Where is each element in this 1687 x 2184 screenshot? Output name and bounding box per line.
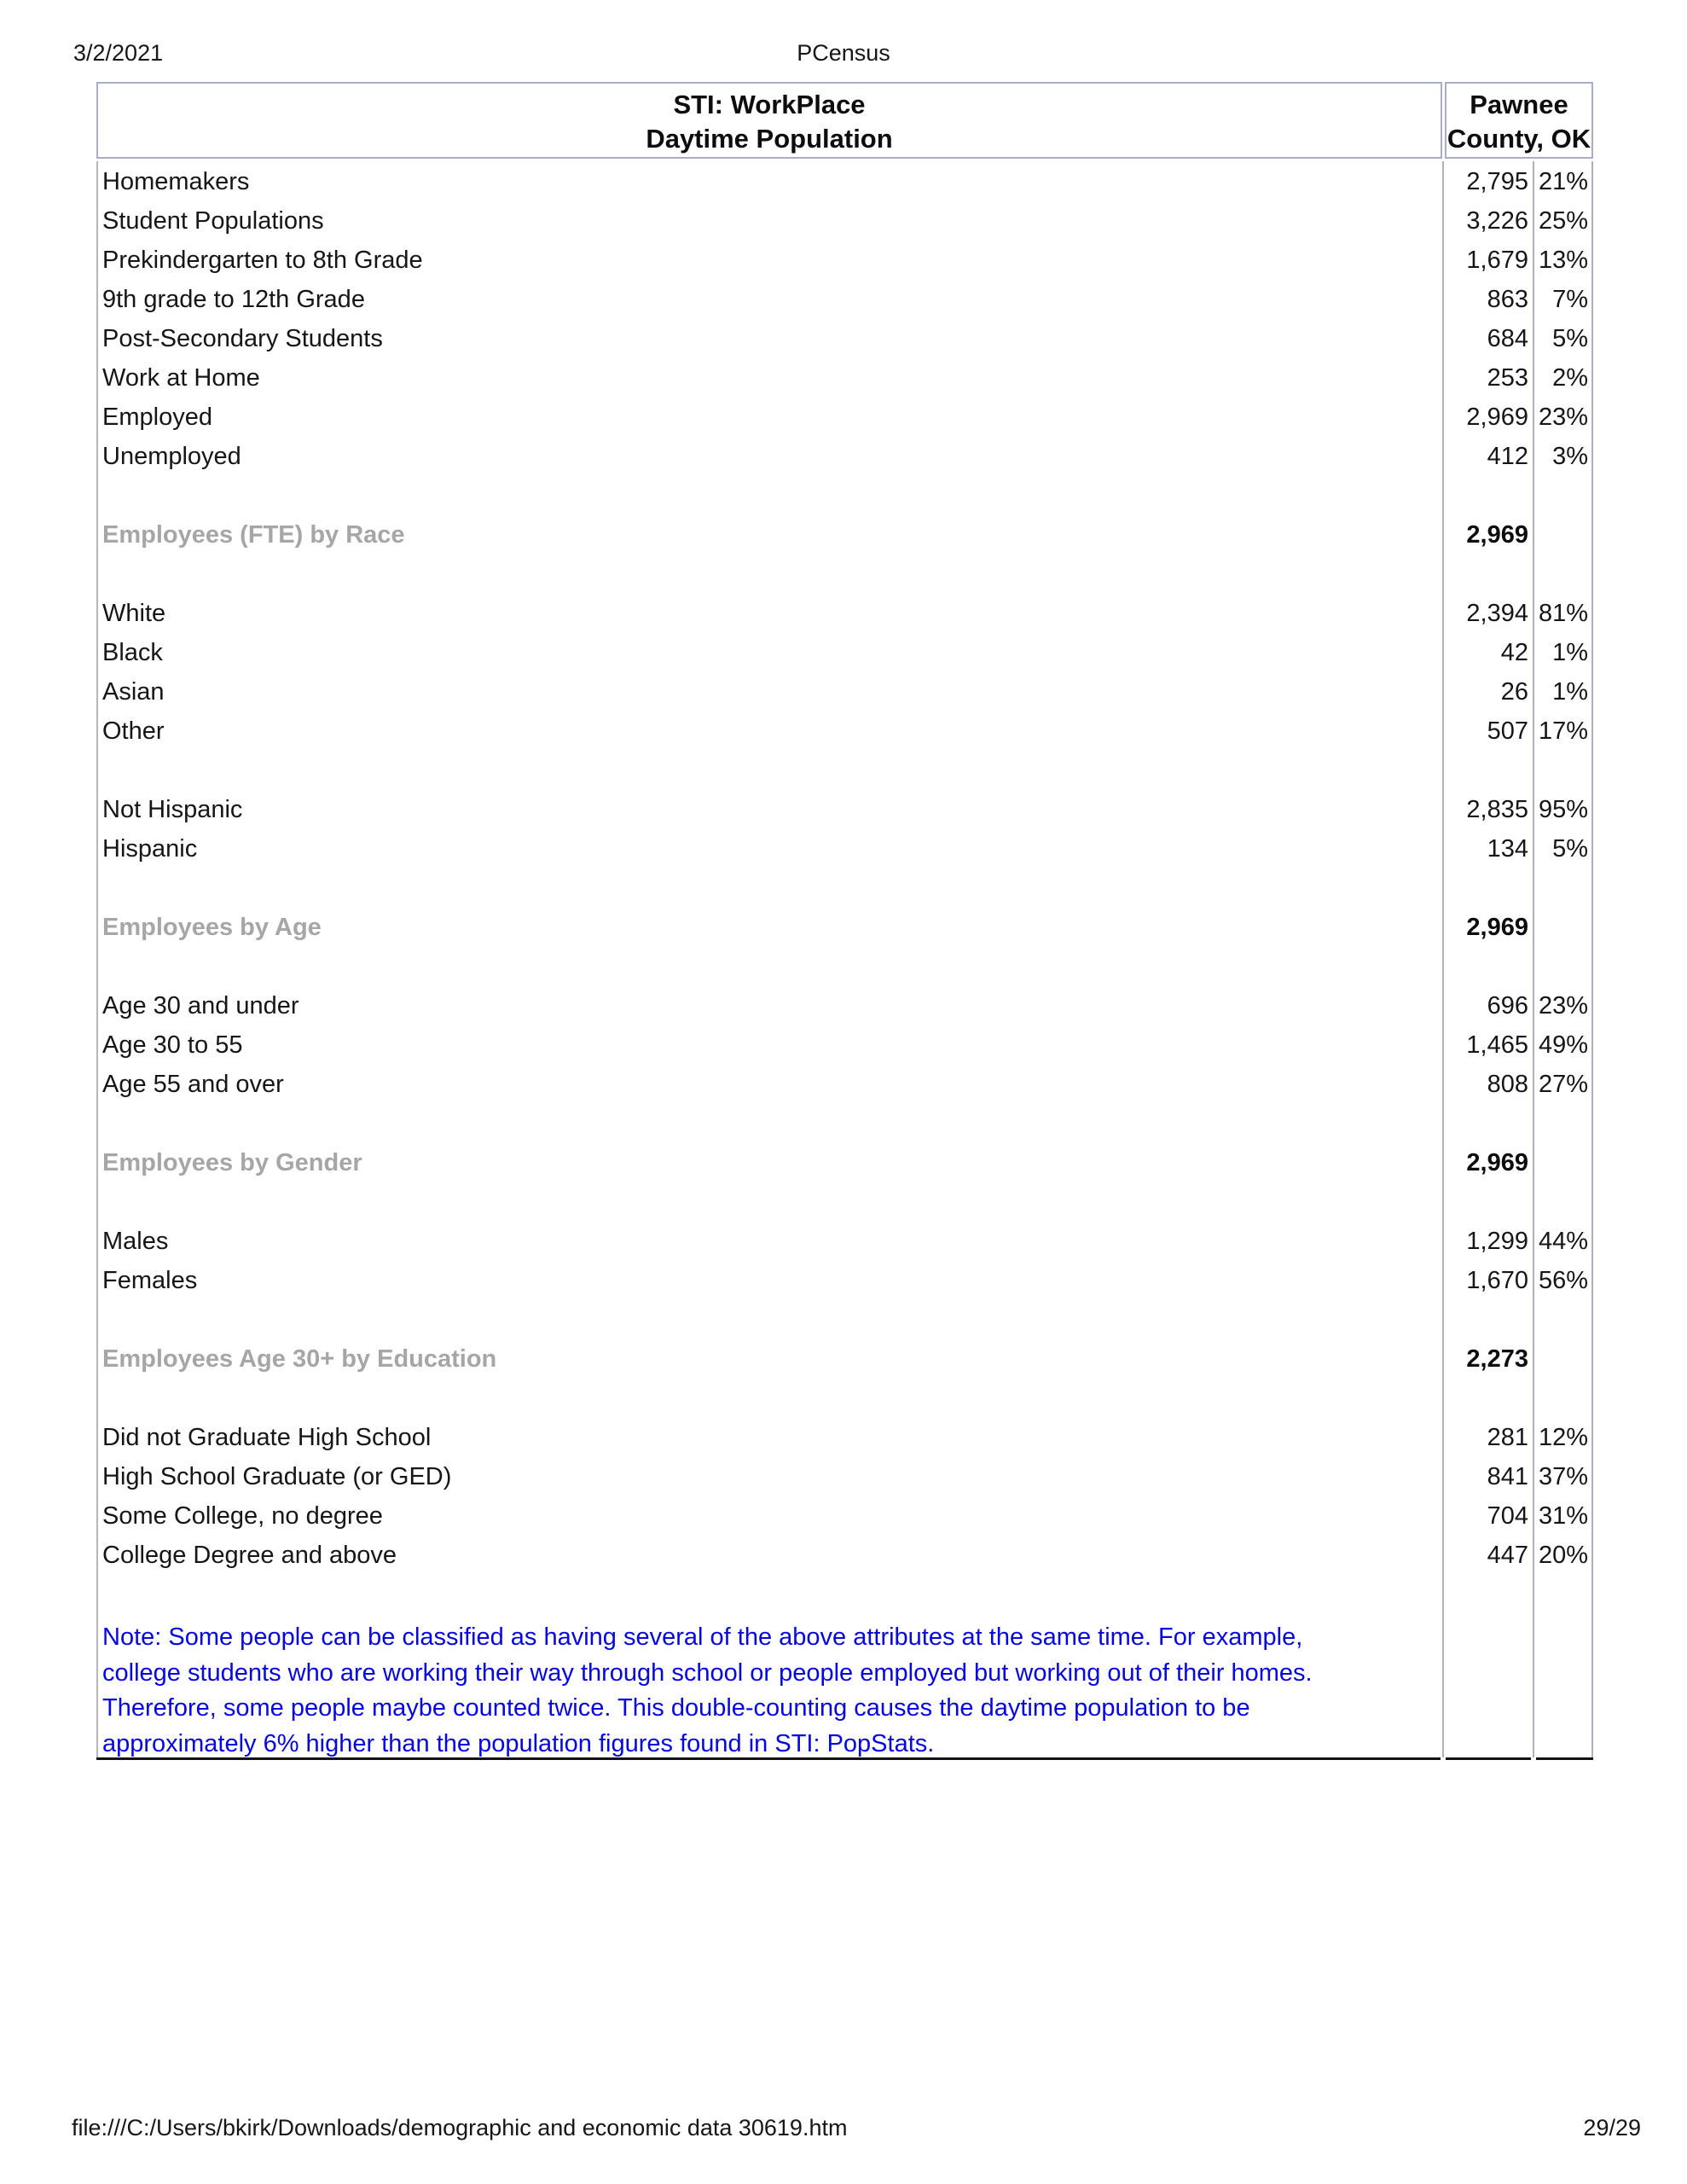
print-header-app-title: PCensus — [797, 40, 890, 66]
row-value: 134 — [1487, 835, 1528, 863]
print-footer-file-path: file:///C:/Users/bkirk/Downloads/demographic and economic data 30619.htm — [72, 2115, 848, 2140]
print-footer-page-indicator: 29/29 — [1583, 2115, 1641, 2140]
row-percent: 37% — [1538, 1463, 1588, 1490]
note-line: Note: Some people can be classified as having several of the above attributes at the same time. For example, — [102, 1623, 1303, 1651]
row-value: 684 — [1487, 325, 1528, 352]
row-percent: 49% — [1538, 1031, 1588, 1059]
row-percent — [1534, 1339, 1588, 1379]
row-percent — [1534, 1143, 1588, 1182]
row-label — [102, 1379, 1431, 1418]
value-column-left-border — [1442, 161, 1444, 1757]
row-value: 2,394 — [1466, 600, 1528, 627]
row-value: 696 — [1487, 992, 1528, 1019]
row-value — [1445, 1182, 1528, 1222]
row-label: Females — [102, 1267, 198, 1294]
row-value: 808 — [1487, 1071, 1528, 1098]
table-body-percent-column — [1534, 162, 1588, 1614]
row-label: College Degree and above — [102, 1542, 397, 1569]
row-label: 9th grade to 12th Grade — [102, 286, 365, 313]
row-percent: 23% — [1538, 404, 1588, 431]
row-value: 841 — [1487, 1463, 1528, 1490]
row-label: Employed — [102, 404, 212, 431]
table-title-line-1: STI: WorkPlace — [673, 90, 866, 119]
table-right-border — [1591, 161, 1593, 1757]
row-label: Unemployed — [102, 443, 241, 470]
row-percent: 27% — [1538, 1071, 1588, 1098]
row-percent — [1534, 476, 1588, 515]
table-left-border — [96, 161, 98, 1757]
row-value — [1445, 868, 1528, 908]
row-value: 863 — [1487, 286, 1528, 313]
row-percent — [1534, 947, 1588, 986]
table-bottom-border-percent — [1536, 1757, 1593, 1760]
section-header-label: Employees (FTE) by Race — [102, 521, 405, 549]
row-label — [102, 1575, 1431, 1614]
row-value: 507 — [1487, 717, 1528, 745]
row-label: Age 55 and over — [102, 1071, 284, 1098]
row-value — [1445, 1379, 1528, 1418]
section-header-label: Employees by Age — [102, 914, 322, 941]
row-percent: 1% — [1552, 678, 1588, 706]
row-label: Age 30 to 55 — [102, 1031, 243, 1059]
row-percent: 31% — [1538, 1502, 1588, 1530]
section-total-value: 2,969 — [1466, 521, 1528, 549]
print-header-date: 3/2/2021 — [73, 40, 164, 66]
row-label: Post-Secondary Students — [102, 325, 383, 352]
row-percent: 1% — [1552, 639, 1588, 666]
row-percent: 13% — [1538, 247, 1588, 274]
section-total-value: 2,273 — [1466, 1345, 1528, 1373]
section-header-label: Employees by Gender — [102, 1149, 362, 1176]
row-label — [102, 947, 1431, 986]
row-percent: 2% — [1552, 364, 1588, 392]
table-title-line-2: Daytime Population — [646, 124, 893, 154]
row-value: 281 — [1487, 1424, 1528, 1451]
row-label: Prekindergarten to 8th Grade — [102, 247, 423, 274]
row-value: 26 — [1500, 678, 1528, 706]
row-percent: 17% — [1538, 717, 1588, 745]
row-label — [102, 751, 1431, 790]
section-total-value: 2,969 — [1466, 914, 1528, 941]
table-header-title-cell — [96, 82, 1442, 159]
row-percent: 81% — [1538, 600, 1588, 627]
row-value — [1445, 476, 1528, 515]
row-value — [1445, 751, 1528, 790]
row-percent: 25% — [1538, 207, 1588, 235]
row-value: 3,226 — [1466, 207, 1528, 235]
row-percent — [1534, 515, 1588, 555]
row-label: Homemakers — [102, 168, 250, 195]
row-percent — [1534, 1300, 1588, 1339]
row-label — [102, 1104, 1431, 1143]
table-body-label-column — [102, 162, 1431, 1762]
row-value: 704 — [1487, 1502, 1528, 1530]
row-value: 2,969 — [1466, 404, 1528, 431]
row-label: Males — [102, 1228, 169, 1255]
row-percent: 3% — [1552, 443, 1588, 470]
row-label — [102, 868, 1431, 908]
row-label: Age 30 and under — [102, 992, 299, 1019]
row-label: Other — [102, 717, 165, 745]
row-label: Black — [102, 639, 163, 666]
row-value — [1445, 1104, 1528, 1143]
row-percent: 5% — [1552, 835, 1588, 863]
row-value: 1,679 — [1466, 247, 1528, 274]
row-label: Hispanic — [102, 835, 198, 863]
row-label — [102, 1182, 1431, 1222]
row-label — [102, 555, 1431, 594]
row-percent — [1534, 1379, 1588, 1418]
row-label: Not Hispanic — [102, 796, 243, 823]
row-percent: 20% — [1538, 1542, 1588, 1569]
table-region-line-2: County, OK — [1446, 124, 1591, 154]
row-percent — [1534, 1575, 1588, 1614]
row-value: 1,670 — [1466, 1267, 1528, 1294]
row-percent: 21% — [1538, 168, 1588, 195]
row-percent: 95% — [1538, 796, 1588, 823]
row-value: 1,465 — [1466, 1031, 1528, 1059]
row-label: High School Graduate (or GED) — [102, 1463, 452, 1490]
row-percent: 12% — [1538, 1424, 1588, 1451]
row-value: 2,795 — [1466, 168, 1528, 195]
row-label: Some College, no degree — [102, 1502, 383, 1530]
row-percent — [1534, 751, 1588, 790]
row-percent: 23% — [1538, 992, 1588, 1019]
row-percent: 5% — [1552, 325, 1588, 352]
row-value: 253 — [1487, 364, 1528, 392]
row-value: 42 — [1500, 639, 1528, 666]
note-line: college students who are working their way through school or people employed but working out of their homes. — [102, 1658, 1313, 1687]
row-value — [1445, 1300, 1528, 1339]
row-label: Did not Graduate High School — [102, 1424, 432, 1451]
section-header-label: Employees Age 30+ by Education — [102, 1345, 497, 1373]
table-header-region-cell — [1445, 82, 1593, 159]
row-percent: 56% — [1538, 1267, 1588, 1294]
row-percent — [1534, 908, 1588, 947]
row-value: 412 — [1487, 443, 1528, 470]
row-label: White — [102, 600, 166, 627]
row-percent — [1534, 1104, 1588, 1143]
note-line: Therefore, some people maybe counted twice. This double-counting causes the daytime population to be — [102, 1694, 1250, 1722]
table-note — [102, 1614, 1431, 1762]
row-label — [102, 1300, 1431, 1339]
row-value — [1445, 555, 1528, 594]
table-body-value-column — [1445, 162, 1528, 1614]
row-value: 1,299 — [1466, 1228, 1528, 1255]
table-region-line-1: Pawnee — [1470, 90, 1568, 119]
section-total-value: 2,969 — [1466, 1149, 1528, 1176]
row-label: Student Populations — [102, 207, 324, 235]
row-percent — [1534, 868, 1588, 908]
row-value — [1445, 1575, 1528, 1614]
row-label — [102, 476, 1431, 515]
row-percent: 7% — [1552, 286, 1588, 313]
row-label: Work at Home — [102, 364, 260, 392]
note-line: approximately 6% higher than the population figures found in STI: PopStats. — [102, 1729, 935, 1757]
row-value — [1445, 947, 1528, 986]
row-percent — [1534, 555, 1588, 594]
row-value: 2,835 — [1466, 796, 1528, 823]
row-percent — [1534, 1182, 1588, 1222]
row-value: 447 — [1487, 1542, 1528, 1569]
row-percent: 44% — [1538, 1228, 1588, 1255]
row-label: Asian — [102, 678, 165, 706]
table-bottom-border-value — [1446, 1757, 1531, 1760]
